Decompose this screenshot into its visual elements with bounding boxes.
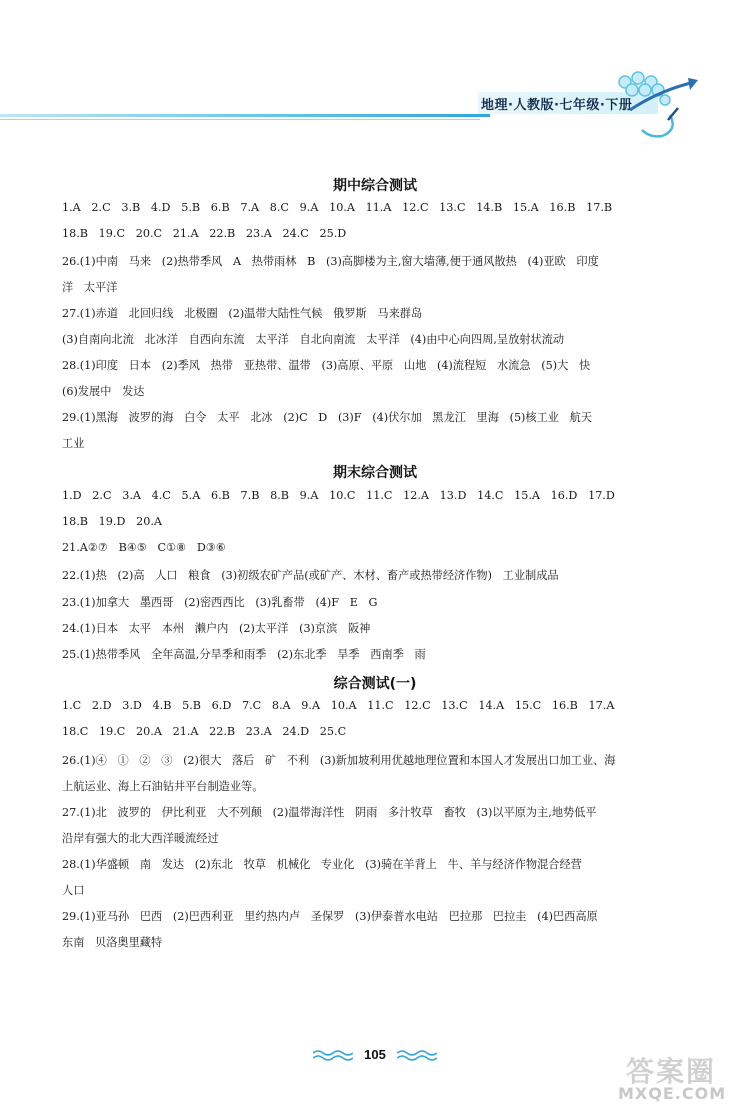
answer-line: 21.A②⑦ B④⑤ C①⑧ D③⑥ xyxy=(62,541,226,554)
section-title-final: 期末综合测试 xyxy=(333,465,417,481)
answer-line: 1.D 2.C 3.A 4.C 5.A 6.B 7.B 8.B 9.A 10.C 11.C 12.A 13.D 14.C 15.A 16.D 17.D xyxy=(62,489,615,502)
answer-line: 18.C 19.C 20.A 21.A 22.B 23.A 24.D 25.C xyxy=(62,725,347,738)
answer-line: 27.(1)赤道 北回归线 北极圈 (2)温带大陆性气候 俄罗斯 马来群岛 xyxy=(62,307,423,320)
section-title-comprehensive-1: 综合测试(一) xyxy=(333,676,417,692)
header-rule xyxy=(0,114,490,117)
section-title-midterm: 期中综合测试 xyxy=(333,178,417,194)
answer-line: 22.(1)热 (2)高 人口 粮食 (3)初级农矿产品(或矿产、木材、畜产或热带经济作物) 工业制成品 xyxy=(62,569,559,582)
answer-line: 洋 太平洋 xyxy=(62,281,118,294)
answer-line: 25.(1)热带季风 全年高温,分旱季和雨季 (2)东北季 旱季 西南季 雨 xyxy=(62,648,426,661)
answer-line: 东南 贝洛奥里藏特 xyxy=(62,936,163,949)
answer-line: (3)自南向北流 北冰洋 自西向东流 太平洋 自北向南流 太平洋 (4)由中心向四周,呈放射状流动 xyxy=(62,333,565,346)
answer-line: 29.(1)黑海 波罗的海 白令 太平 北冰 (2)C D (3)F (4)伏尔加 黑龙江 里海 (5)核工业 航天 xyxy=(62,411,593,424)
answer-line: 18.B 19.C 20.C 21.A 22.B 23.A 24.C 25.D xyxy=(62,227,347,240)
answer-line: 28.(1)华盛顿 南 发达 (2)东北 牧草 机械化 专业化 (3)骑在羊背上 牛、羊与经济作物混合经营 xyxy=(62,858,582,871)
answer-line: 27.(1)北 波罗的 伊比利亚 大不列颠 (2)温带海洋性 阴雨 多汁牧草 畜牧 (3)以平原为主,地势低平 xyxy=(62,806,597,819)
answer-line: 26.(1)中南 马来 (2)热带季风 A 热带雨林 B (3)高脚楼为主,窗大墙薄,便于通风散热 (4)亚欧 印度 xyxy=(62,255,599,268)
wave-ornament-left-icon xyxy=(313,1049,353,1061)
watermark-text: 答案圈 xyxy=(626,1055,717,1088)
answer-line: 28.(1)印度 日本 (2)季风 热带 亚热带、温带 (3)高原、平原 山地 (4)流程短 水流急 (5)大 快 xyxy=(62,359,591,372)
header-rule-thin xyxy=(0,119,480,120)
page-number: 105 xyxy=(364,1047,386,1062)
watermark xyxy=(604,1050,744,1103)
answer-line: 上航运业、海上石油钻井平台制造业等。 xyxy=(62,780,264,793)
answer-line: 工业 xyxy=(62,437,85,450)
answer-line: 26.(1)④ ① ② ③ (2)很大 落后 矿 不利 (3)新加坡利用优越地理位置和本国人才发展出口加工业、海 xyxy=(62,754,616,767)
answer-line: 1.C 2.D 3.D 4.B 5.B 6.D 7.C 8.A 9.A 10.A 11.C 12.C 13.C 14.A 15.C 16.B 17.A xyxy=(62,699,615,712)
wave-ornament-right-icon xyxy=(397,1049,437,1061)
answer-line: 18.B 19.D 20.A xyxy=(62,515,162,528)
watermark-url: MXQE.COM xyxy=(618,1084,727,1103)
bubble-logo-icon xyxy=(570,60,710,140)
answer-line: 1.A 2.C 3.B 4.D 5.B 6.B 7.A 8.C 9.A 10.A 11.A 12.C 13.C 14.B 15.A 16.B 17.B xyxy=(62,201,613,214)
answer-line: 29.(1)亚马孙 巴西 (2)巴西利亚 里约热内卢 圣保罗 (3)伊泰普水电站 巴拉那 巴拉圭 (4)巴西高原 xyxy=(62,910,598,923)
header-title: 地理·人教版·七年级·下册 xyxy=(481,98,633,113)
answer-line: 24.(1)日本 太平 本州 濑户内 (2)太平洋 (3)京滨 阪神 xyxy=(62,622,371,635)
answer-line: 人口 xyxy=(62,884,85,897)
answer-line: 23.(1)加拿大 墨西哥 (2)密西西比 (3)乳畜带 (4)F E G xyxy=(62,596,378,609)
answer-line: (6)发展中 发达 xyxy=(62,385,145,398)
answer-line: 沿岸有强大的北大西洋暖流经过 xyxy=(62,832,219,845)
